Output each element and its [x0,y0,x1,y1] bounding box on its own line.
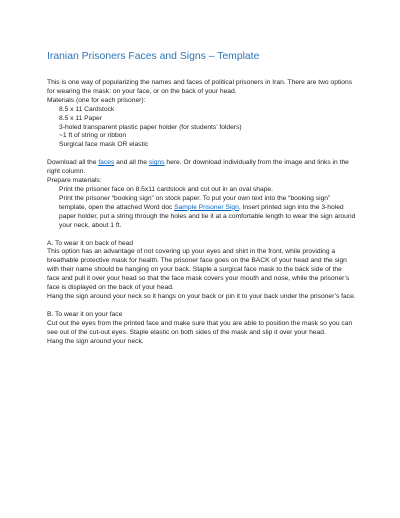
section-b-heading: B. To wear it on your face [47,310,123,318]
download-text-after: here. Or download individually from the image and links in the right column. [47,159,349,176]
faces-link[interactable]: faces [98,159,115,167]
prepare-heading: Prepare materials: [47,177,102,185]
section-a-paragraph: This option has an advantage of not covering up your eyes and shirt in the front, while providing a breathable protective mask for health. The prisoner face goes on the BACK of your head and the sign with their name should be hanging on your back. Staple a surgical face mask to the back side of the face and pull it over your head so that the face mask covers your mouth and nose, while the prisoner’s face is displayed on the back of your head. [47,248,350,292]
signs-link[interactable]: signs [148,159,165,167]
section-b-extra: Hang the sign around your neck. [47,337,144,345]
download-text-before: Download all the [47,159,99,167]
materials-item: ~1 ft of string or ribbon [59,132,127,140]
prepare-step-sign-before: Print the prisoner “booking sign” on stock paper. To put your own text into the “booking sign” template, open the attached Word doc [59,194,331,211]
document-title: Iranian Prisoners Faces and Signs – Template [47,51,260,62]
download-text-middle: and all the [114,159,149,167]
materials-item: Surgical face mask OR elastic [59,141,149,149]
prepare-step-sign-after: . Insert printed sign into the 3-holed paper holder, put a string through the holes and tie it at a comfortable length to wear the sign around your neck, about 1 ft. [59,203,356,229]
intro-paragraph: This is one way of popularizing the names and faces of political prisoners in Iran. There are two options for wearing the mask: on your face, or on the back of your head. [47,79,353,95]
prepare-step-sign [47,195,356,231]
materials-item: 3-holed transparent plastic paper holder (for students’ folders) [59,123,242,131]
section-a-extra: Hang the sign around your neck so it hangs on your back or pin it to your back under the prisoner’s face. [47,292,356,300]
sample-prisoner-sign-link[interactable]: Sample Prisoner Sign [174,203,239,211]
materials-item: 8.5 x 11 Paper [59,114,103,122]
materials-item: 8.5 x 11 Cardstock [59,105,115,113]
materials-heading: Materials (one for each prisoner): [47,96,146,104]
section-a-heading: A. To wear it on back of head [47,239,134,247]
materials-list [47,106,356,151]
prepare-step-face: Print the prisoner face on 8.5x11 cardstock and cut out in an oval shape. [59,185,274,193]
section-b-paragraph: Cut out the eyes from the printed face and make sure that you are able to position the mask so you can see out of the cut-out eyes. Staple elastic on both sides of the mask and slip it over your head. [47,319,353,336]
download-paragraph [47,159,356,177]
